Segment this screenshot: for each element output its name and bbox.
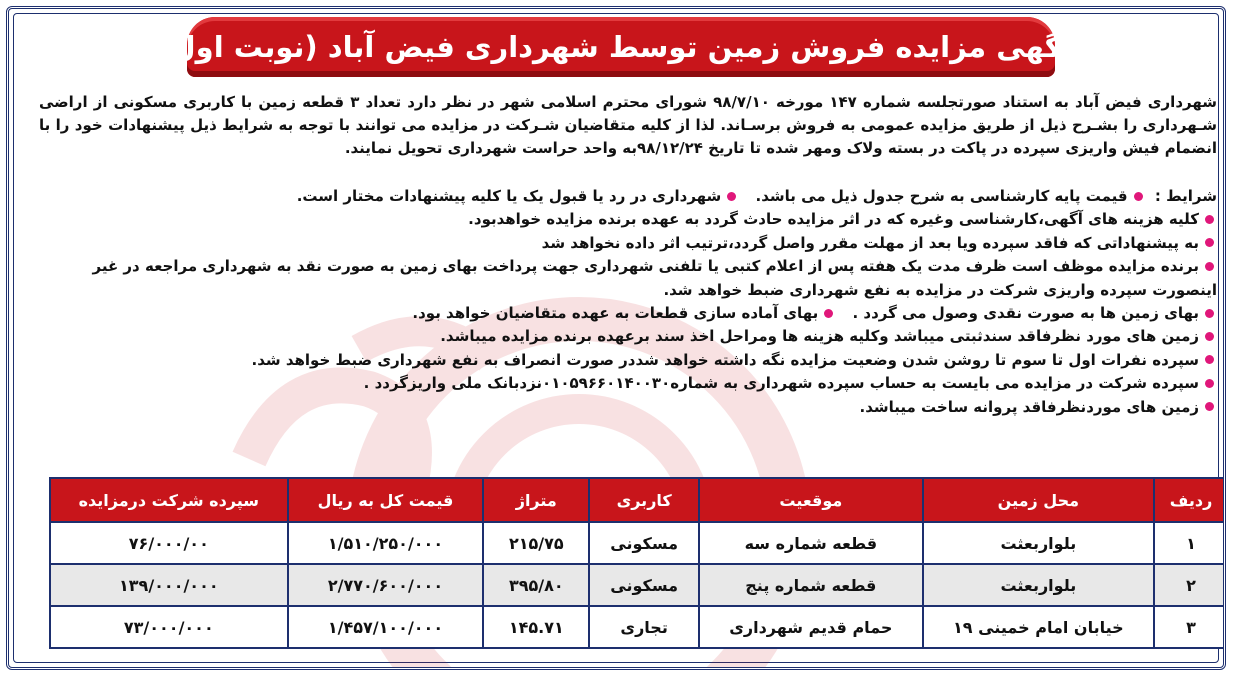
- header-row-number: ردیف: [1154, 478, 1226, 522]
- condition-item: شهرداری در رد یا قبول یک یا کلیه پیشنهادات مختار است.: [296, 187, 722, 205]
- condition-line: [33, 349, 1217, 372]
- condition-item: بهای آماده سازی قطعات به عهده متقاضیان خواهد بود.: [412, 304, 819, 323]
- bullet-icon: [1205, 332, 1214, 341]
- auction-table: [49, 477, 1226, 649]
- cell-row-number: ۲: [1154, 564, 1226, 606]
- bullet-icon: [1134, 192, 1143, 201]
- cell-area: ۳۹۵/۸۰: [483, 564, 589, 606]
- condition-line: [33, 255, 1217, 302]
- condition-item: سپرده شرکت در مزایده می بایست به حساب سپرده شهرداری به شماره۰۱۰۵۹۶۶۰۱۴۰۰۳۰نزدبانک ملی واریزگردد .: [363, 374, 1199, 393]
- cell-total-price: ۱/۴۵۷/۱۰۰/۰۰۰: [288, 606, 484, 648]
- condition-line: [33, 302, 1217, 325]
- cell-total-price: ۲/۷۷۰/۶۰۰/۰۰۰: [288, 564, 484, 606]
- condition-line: [33, 232, 1217, 255]
- page-title: آگهی مزایده فروش زمین توسط شهرداری فیض آباد (نوبت اول: [170, 30, 1072, 64]
- header-deposit: سپرده شرکت درمزایده: [50, 478, 288, 522]
- bullet-icon: [1205, 355, 1214, 364]
- condition-line-1: [33, 185, 1217, 208]
- cell-deposit: ۷۶/۰۰۰/۰۰: [50, 522, 288, 564]
- condition-line: [33, 208, 1217, 231]
- bullet-icon: [1205, 238, 1214, 247]
- condition-line: [33, 325, 1217, 348]
- intro-paragraph: شهرداری فیض آباد به استناد صورتجلسه شماره ۱۴۷ مورخه ۹۸/۷/۱۰ شورای محترم اسلامی شهر در نظر دارد تعداد ۳ قطعه زمین با کاربری مسکونی از اراضی شـهرداری را بشـرح ذیل از طریق مزایده عمومی به فروش برسـاند. لذا از کلیه متقاضیان شـرکت در مزایده می توانند با توجه به شرایط ذیل پیشنهادات خود را با انضمام فیش واریزی سپرده در پاکت در بسته ولاک ومهر شده تا تاریخ ۹۸/۱۲/۲۴به واحد حراست شهرداری تحویل نمایند.: [39, 93, 1217, 157]
- bullet-icon: [824, 309, 833, 318]
- bullet-icon: [1205, 215, 1214, 224]
- header-area: متراژ: [483, 478, 589, 522]
- bullet-icon: [1205, 402, 1214, 411]
- bullet-icon: [727, 192, 736, 201]
- cell-row-number: ۱: [1154, 522, 1226, 564]
- condition-line: [33, 396, 1217, 419]
- condition-item: زمین های موردنظرفاقد پروانه ساخت میباشد.: [859, 397, 1199, 416]
- cell-total-price: ۱/۵۱۰/۲۵۰/۰۰۰: [288, 522, 484, 564]
- header-position: موقعیت: [699, 478, 923, 522]
- cell-position: قطعه شماره پنج: [699, 564, 923, 606]
- table-header-row: [50, 478, 1226, 522]
- condition-item: بهای زمین ها به صورت نقدی وصول می گردد .: [852, 304, 1199, 323]
- table-row: [50, 606, 1226, 648]
- conditions-list: [33, 185, 1217, 419]
- bullet-icon: [1205, 262, 1214, 271]
- cell-land-location: بلواربعثت: [923, 522, 1155, 564]
- cell-land-location: خیابان امام خمینی ۱۹: [923, 606, 1155, 648]
- condition-item: قیمت پایه کارشناسی به شرح جدول ذیل می باشد.: [755, 187, 1128, 205]
- cell-area: ۱۴۵.۷۱: [483, 606, 589, 648]
- condition-item: کلیه هزینه های آگهی،کارشناسی وغیره که در اثر مزایده حادث گردد به عهده برنده مزایده خواهدبود.: [468, 210, 1199, 229]
- condition-item: سپرده نفرات اول تا سوم تا روشن شدن وضعیت مزایده نگه داشته خواهد شددر صورت انصراف به نفع شهرداری ضبط خواهد شد.: [251, 350, 1199, 369]
- bullet-icon: [1205, 309, 1214, 318]
- cell-deposit: ۷۳/۰۰۰/۰۰۰: [50, 606, 288, 648]
- cell-row-number: ۳: [1154, 606, 1226, 648]
- cell-usage: مسکونی: [589, 522, 699, 564]
- cell-usage: تجاری: [589, 606, 699, 648]
- cell-position: قطعه شماره سه: [699, 522, 923, 564]
- condition-item: به پیشنهاداتی که فاقد سپرده ویا بعد از مهلت مقرر واصل گردد،ترتیب اثر داده نخواهد شد: [541, 233, 1199, 252]
- condition-item: برنده مزایده موظف است ظرف مدت یک هفته پس از اعلام کتبی یا تلفنی شهرداری جهت پرداخت بهای زمین به صورت نقد به شهرداری مراجعه در غیر اینصورت سپرده واریزی شرکت در مزایده به نفع شهرداری ضبط خواهد شد.: [92, 257, 1217, 299]
- cell-deposit: ۱۳۹/۰۰۰/۰۰۰: [50, 564, 288, 606]
- title-banner: [170, 17, 1072, 77]
- condition-line: [33, 372, 1217, 395]
- header-land-location: محل زمین: [923, 478, 1155, 522]
- cell-usage: مسکونی: [589, 564, 699, 606]
- header-usage: کاربری: [589, 478, 699, 522]
- cell-position: حمام قدیم شهرداری: [699, 606, 923, 648]
- header-total-price: قیمت کل به ریال: [288, 478, 484, 522]
- cell-area: ۲۱۵/۷۵: [483, 522, 589, 564]
- conditions-label: شرایط :: [1154, 187, 1217, 205]
- table-row: [50, 564, 1226, 606]
- table-row: [50, 522, 1226, 564]
- notice-frame: [6, 6, 1226, 670]
- bullet-icon: [1205, 379, 1214, 388]
- cell-land-location: بلواربعثت: [923, 564, 1155, 606]
- condition-item: زمین های مورد نظرفاقد سندثبتی میباشد وکلیه هزینه ها ومراحل اخذ سند برعهده برنده مزایده میباشد.: [440, 327, 1199, 346]
